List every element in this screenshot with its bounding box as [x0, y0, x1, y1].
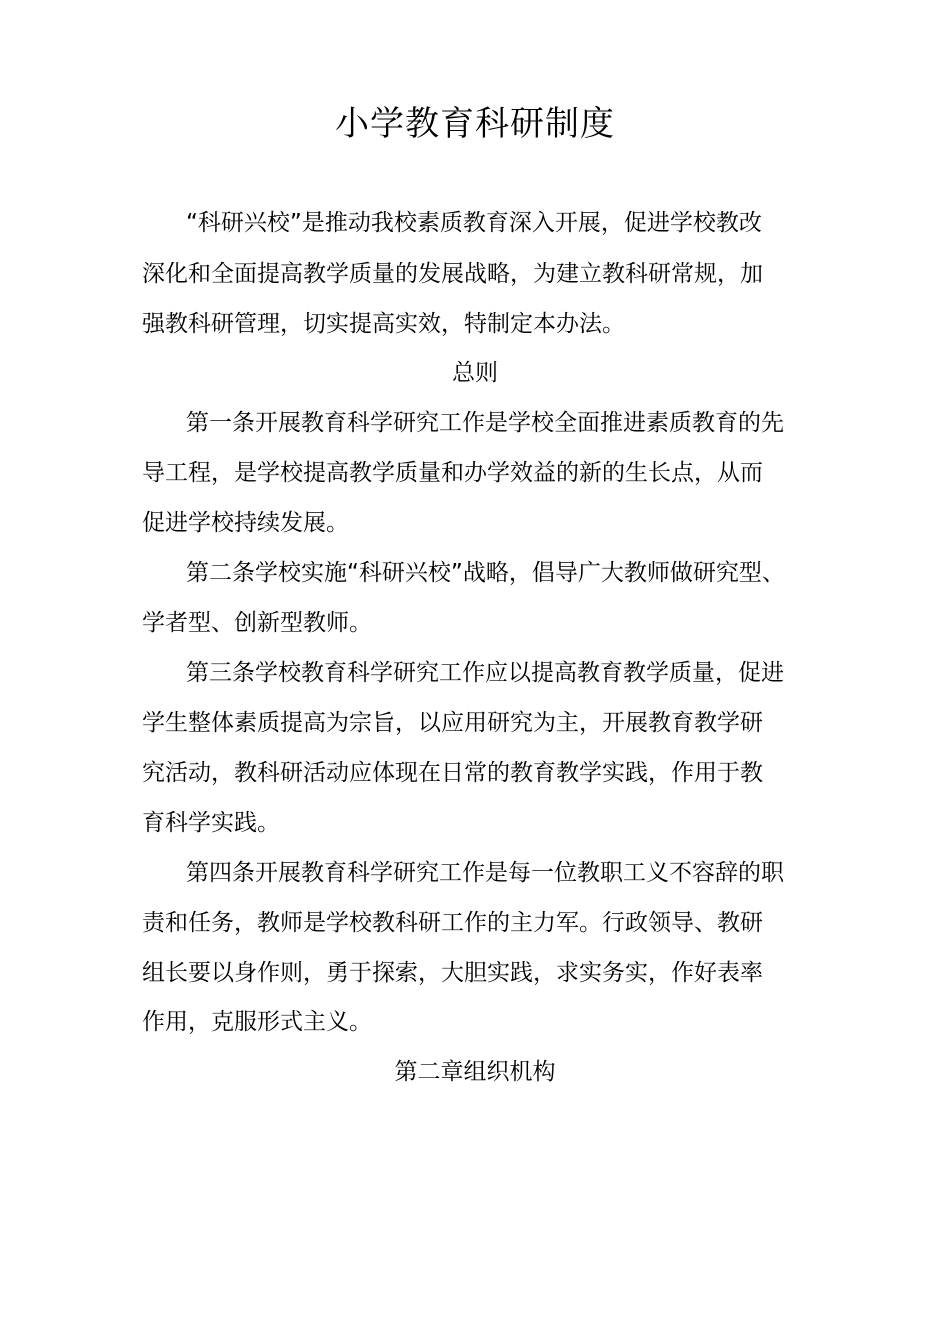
intro-line-3: 强教科研管理，切实提高实效，特制定本办法。: [142, 311, 625, 337]
article-3-line-1: 第三条学校教育科学研究工作应以提高教育教学质量，促进: [186, 660, 784, 686]
article-1-line-3: 促进学校持续发展。: [142, 510, 349, 536]
article-2-line-1: 第二条学校实施“科研兴校”战略，倡导广大教师做研究型、: [186, 560, 785, 586]
intro-line-2: 深化和全面提高教学质量的发展战略，为建立教科研常规，加: [142, 261, 763, 287]
intro-line-1: “科研兴校”是推动我校素质教育深入开展，促进学校教改: [186, 210, 762, 236]
article-1-line-2: 导工程，是学校提高教学质量和办学效益的新的生长点，从而: [142, 460, 763, 486]
article-4-line-1: 第四条开展教育科学研究工作是每一位教职工义不容辞的职: [186, 860, 784, 886]
article-4-line-3: 组长要以身作则，勇于探索，大胆实践，求实务实，作好表率: [142, 960, 763, 986]
article-3-line-2: 学生整体素质提高为宗旨，以应用研究为主，开展教育教学研: [142, 710, 763, 736]
article-3-line-3: 究活动，教科研活动应体现在日常的教育教学实践，作用于教: [142, 760, 763, 786]
article-3-line-4: 育科学实践。: [142, 810, 280, 836]
article-2-line-2: 学者型、创新型教师。: [142, 610, 372, 636]
document-title: 小学教育科研制度: [335, 104, 615, 144]
section-heading-general: 总则: [452, 360, 498, 386]
article-1-line-1: 第一条开展教育科学研究工作是学校全面推进素质教育的先: [186, 410, 784, 436]
article-4-line-2: 责和任务，教师是学校教科研工作的主力军。行政领导、教研: [142, 910, 763, 936]
article-4-line-4: 作用，克服形式主义。: [142, 1009, 372, 1035]
chapter-2-heading: 第二章组织机构: [394, 1059, 556, 1085]
